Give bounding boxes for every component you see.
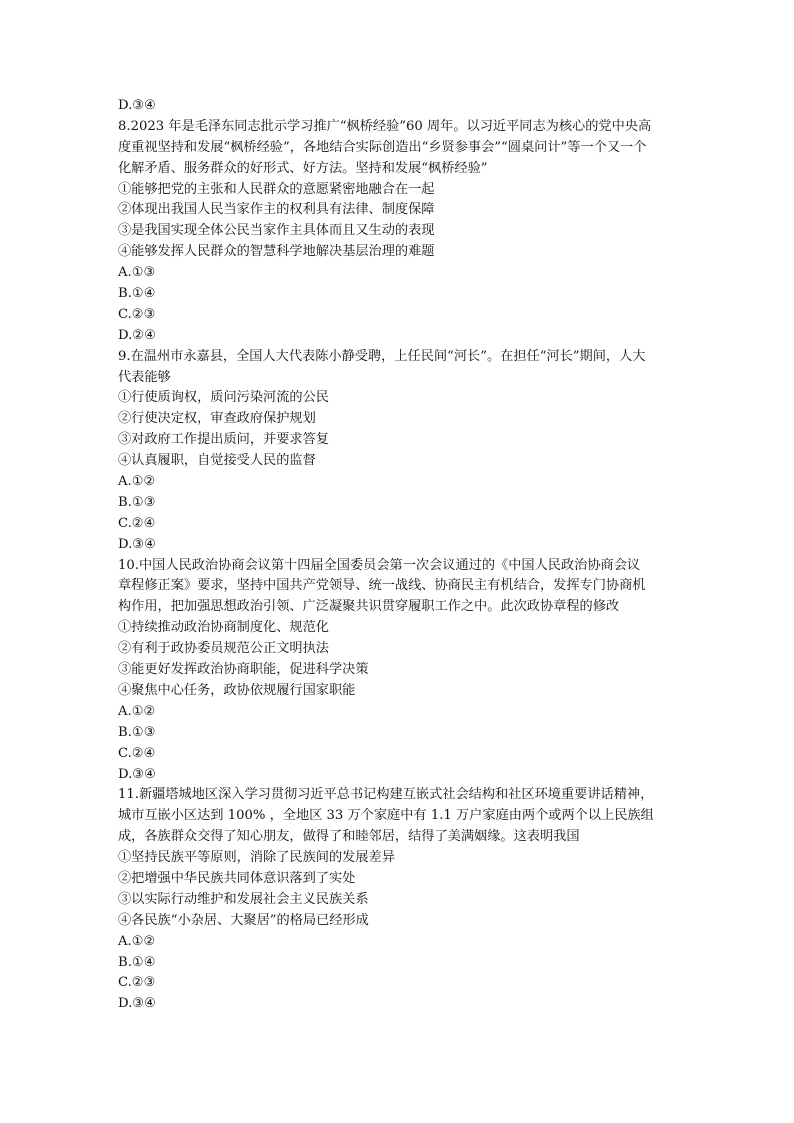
- statement: ③对政府工作提出质问，并要求答复: [118, 432, 329, 448]
- answer-option: D.③④: [118, 536, 156, 552]
- statement: ②行使决定权，审查政府保护规划: [118, 411, 316, 427]
- question-stem-line: 度重视坚持和发展“枫桥经验”，各地结合实际创造出“乡贤参事会”“圆桌问计”等一个又一个: [118, 139, 647, 155]
- answer-option: B.①④: [118, 286, 156, 302]
- answer-option: A.①②: [118, 933, 156, 949]
- answer-option: B.①③: [118, 494, 156, 510]
- question-stem-line: 城市互嵌小区达到 100% ，全地区 33 万个家庭中有 1.1 万户家庭由两个或两个以上民族组: [118, 808, 654, 824]
- answer-option: A.①②: [118, 703, 156, 719]
- question-stem-line: 8.2023 年是毛泽东同志批示学习推广“枫桥经验”60 周年。以习近平同志为核心的党中央高: [118, 118, 652, 134]
- statement: ③能更好发挥政治协商职能，促进科学决策: [118, 662, 369, 678]
- question-stem-line: 代表能够: [118, 369, 171, 385]
- question-stem-line: 成，各族群众交得了知心朋友，做得了和睦邻居，结得了美满姻缘。这表明我国: [118, 829, 580, 845]
- answer-option: A.①③: [118, 265, 156, 281]
- question-9: [118, 347, 678, 556]
- statement: ④聚焦中心任务，政协依规履行国家职能: [118, 682, 356, 698]
- question-stem-line: 11.新疆塔城地区深入学习贯彻习近平总书记构建互嵌式社会结构和社区环境重要讲话精神，: [118, 787, 654, 803]
- answer-option: C.②③: [118, 306, 156, 322]
- statement: ③是我国实现全体公民当家作主具体而且又生动的表现: [118, 223, 435, 239]
- answer-option: B.①④: [118, 954, 156, 970]
- question-8: [118, 117, 678, 347]
- question-10: [118, 556, 678, 786]
- answer-option: D.③④: [118, 996, 156, 1012]
- statement: ②体现出我国人民当家作主的权利具有法律、制度保障: [118, 202, 435, 218]
- exam-page: [118, 96, 678, 1015]
- leading-option: D.③④: [118, 98, 156, 113]
- answer-option: C.②③: [118, 975, 156, 991]
- statement: ④认真履职，自觉接受人民的监督: [118, 453, 316, 469]
- statement: ③以实际行动维护和发展社会主义民族关系: [118, 891, 369, 907]
- statement: ④能够发挥人民群众的智慧科学地解决基层治理的难题: [118, 244, 435, 260]
- answer-option: B.①③: [118, 724, 156, 740]
- statement: ①行使质询权，质问污染河流的公民: [118, 390, 329, 406]
- answer-option: C.②④: [118, 745, 156, 761]
- answer-option: C.②④: [118, 515, 156, 531]
- answer-option: A.①②: [118, 474, 156, 490]
- statement: ④各民族“小杂居、大聚居”的格局已经形成: [118, 912, 369, 928]
- statement: ②把增强中华民族共同体意识落到了实处: [118, 870, 356, 886]
- question-stem-line: 化解矛盾、服务群众的好形式、好方法。坚持和发展“枫桥经验”: [118, 160, 488, 176]
- answer-option: D.③④: [118, 766, 156, 782]
- question-11: [118, 785, 678, 1015]
- statement: ②有利于政协委员规范公正文明执法: [118, 641, 329, 657]
- question-stem-line: 9.在温州市永嘉县，全国人大代表陈小静受聘，上任民间“河长”。在担任“河长”期间，人大: [118, 348, 646, 364]
- question-stem-line: 章程修正案》要求，坚持中国共产党领导、统一战线、协商民主有机结合，发挥专门协商机: [118, 578, 646, 594]
- question-stem-line: 构作用，把加强思想政治引领、广泛凝聚共识贯穿履职工作之中。此次政协章程的修改: [118, 599, 620, 615]
- statement: ①坚持民族平等原则，消除了民族间的发展差异: [118, 850, 395, 866]
- statement: ①能够把党的主张和人民群众的意愿紧密地融合在一起: [118, 181, 435, 197]
- answer-option: D.②④: [118, 327, 156, 343]
- statement: ①持续推动政治协商制度化、规范化: [118, 620, 329, 636]
- question-stem-line: 10.中国人民政治协商会议第十四届全国委员会第一次会议通过的《中国人民政治协商会议: [118, 557, 641, 573]
